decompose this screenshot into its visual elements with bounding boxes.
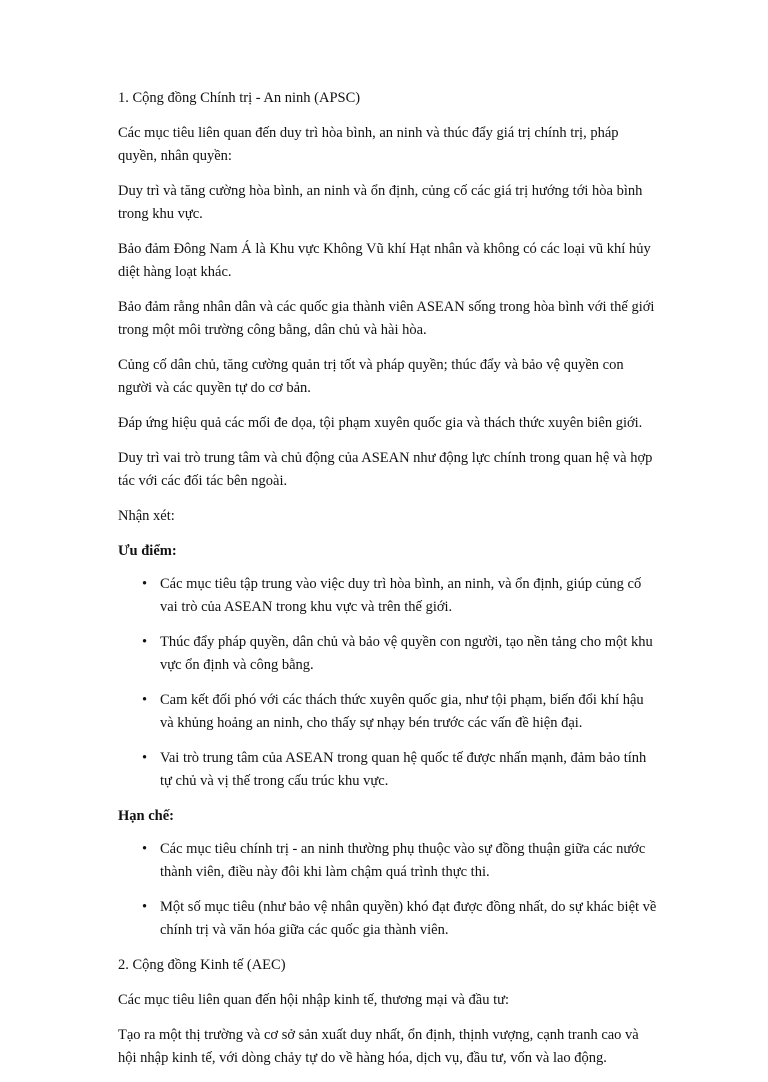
pros-list-item xyxy=(142,689,658,735)
section2-intro: Các mục tiêu liên quan đến hội nhập kinh tế, thương mại và đầu tư: xyxy=(118,992,510,1008)
section2-title: 2. Cộng đồng Kinh tế (AEC) xyxy=(118,957,286,973)
cons-list-item xyxy=(142,896,658,942)
bullet-icon: • xyxy=(142,576,148,592)
section1-goal: Củng cố dân chủ, tăng cường quản trị tốt và pháp quyền; thúc đẩy và bảo vệ quyền con người và các quyền tự do cơ bản. xyxy=(118,357,624,396)
bullet-icon: • xyxy=(142,692,148,708)
section1-goal: Duy trì và tăng cường hòa bình, an ninh và ổn định, củng cố các giá trị hướng tới hòa bình trong khu vực. xyxy=(118,183,643,222)
pros-list-item xyxy=(142,747,658,793)
pros-list-item xyxy=(142,631,658,677)
remark-label: Nhận xét: xyxy=(118,508,175,524)
pros-heading: Ưu điểm: xyxy=(118,543,177,559)
pros-list-item xyxy=(142,573,658,619)
pros-item-text: Thúc đẩy pháp quyền, dân chủ và bảo vệ quyền con người, tạo nền tảng cho một khu vực ổn định và công bằng. xyxy=(160,634,653,673)
bullet-icon: • xyxy=(142,634,148,650)
document-body xyxy=(118,87,658,1082)
cons-heading: Hạn chế: xyxy=(118,808,174,824)
cons-item-text: Các mục tiêu chính trị - an ninh thường phụ thuộc vào sự đồng thuận giữa các nước thành viên, điều này đôi khi làm chậm quá trình thực thi. xyxy=(160,841,646,880)
section1-title: 1. Cộng đồng Chính trị - An ninh (APSC) xyxy=(118,90,361,106)
section1-goal: Bảo đảm rằng nhân dân và các quốc gia thành viên ASEAN sống trong hòa bình với thế giới trong một môi trường công bằng, dân chủ và hài hòa. xyxy=(118,299,655,338)
bullet-icon: • xyxy=(142,750,148,766)
pros-item-text: Vai trò trung tâm của ASEAN trong quan hệ quốc tế được nhấn mạnh, đảm bảo tính tự chủ và vị thế trong cấu trúc khu vực. xyxy=(160,750,647,789)
cons-list xyxy=(118,838,658,942)
pros-list xyxy=(118,573,658,793)
section1-goal: Duy trì vai trò trung tâm và chủ động của ASEAN như động lực chính trong quan hệ và hợp tác với các đối tác bên ngoài. xyxy=(118,450,653,489)
section1-intro: Các mục tiêu liên quan đến duy trì hòa bình, an ninh và thúc đẩy giá trị chính trị, pháp quyền, nhân quyền: xyxy=(118,125,619,164)
bullet-icon: • xyxy=(142,841,148,857)
pros-item-text: Cam kết đối phó với các thách thức xuyên quốc gia, như tội phạm, biến đổi khí hậu và khủng hoảng an ninh, cho thấy sự nhạy bén trước các vấn đề hiện đại. xyxy=(160,692,644,731)
section1-goal: Bảo đảm Đông Nam Á là Khu vực Không Vũ khí Hạt nhân và không có các loại vũ khí hủy diệt hàng loạt khác. xyxy=(118,241,651,280)
bullet-icon: • xyxy=(142,899,148,915)
cons-list-item xyxy=(142,838,658,884)
section1-goal: Đáp ứng hiệu quả các mối đe dọa, tội phạm xuyên quốc gia và thách thức xuyên biên giới. xyxy=(118,415,643,431)
section2-goal: Tạo ra một thị trường và cơ sở sản xuất duy nhất, ổn định, thịnh vượng, cạnh tranh cao và hội nhập kinh tế, với dòng chảy tự do về hàng hóa, dịch vụ, đầu tư, vốn và lao động. xyxy=(118,1027,639,1066)
cons-item-text: Một số mục tiêu (như bảo vệ nhân quyền) khó đạt được đồng nhất, do sự khác biệt về chính trị và văn hóa giữa các quốc gia thành viên. xyxy=(160,899,657,938)
pros-item-text: Các mục tiêu tập trung vào việc duy trì hòa bình, an ninh, và ổn định, giúp củng cố vai trò của ASEAN trong khu vực và trên thế giới. xyxy=(160,576,642,615)
